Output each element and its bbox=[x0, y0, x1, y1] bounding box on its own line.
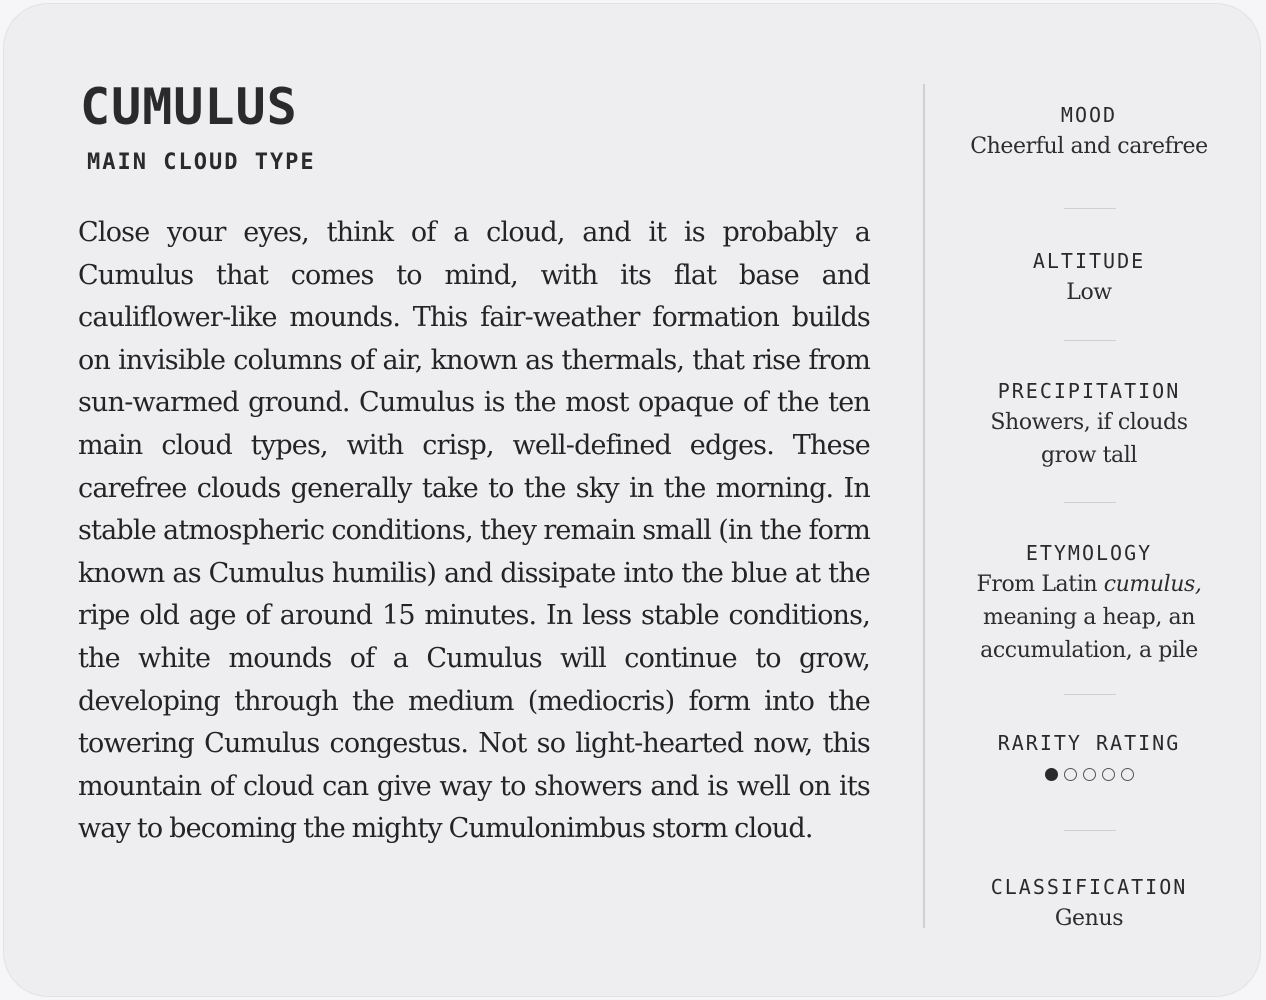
stat-label: ALTITUDE bbox=[1032, 249, 1146, 273]
stat-value: grow tall bbox=[1040, 443, 1138, 468]
stat-value: meaning a heap, an bbox=[982, 605, 1196, 630]
stat-value: accumulation, a pile bbox=[980, 638, 1198, 663]
stat-separator bbox=[1064, 208, 1116, 209]
stat-label: RARITY RATING bbox=[997, 731, 1181, 755]
rarity-rating bbox=[964, 768, 1214, 781]
stat-altitude bbox=[964, 246, 1214, 309]
stat-label: MOOD bbox=[1060, 103, 1118, 127]
etymology-term: cumulus, bbox=[1103, 572, 1202, 597]
stat-label: CLASSIFICATION bbox=[990, 875, 1188, 899]
card-subtitle: MAIN CLOUD TYPE bbox=[87, 150, 316, 175]
stat-value: Low bbox=[1066, 280, 1112, 305]
stat-value bbox=[964, 568, 1214, 601]
stat-rarity bbox=[964, 728, 1214, 781]
cloud-card bbox=[4, 4, 1260, 996]
stat-separator bbox=[1064, 502, 1116, 503]
stat-label: PRECIPITATION bbox=[997, 379, 1181, 403]
etymology-prefix: From Latin bbox=[976, 572, 1104, 597]
stat-classification bbox=[964, 872, 1214, 935]
rarity-dot-empty-icon bbox=[1083, 768, 1096, 781]
stat-separator bbox=[1064, 830, 1116, 831]
stat-value: Cheerful and carefree bbox=[970, 134, 1208, 159]
stat-label: ETYMOLOGY bbox=[1025, 541, 1153, 565]
rarity-dot-empty-icon bbox=[1121, 768, 1134, 781]
vertical-divider bbox=[923, 84, 925, 928]
stat-value: Genus bbox=[1054, 906, 1124, 931]
stat-mood bbox=[964, 100, 1214, 163]
rarity-dot-empty-icon bbox=[1102, 768, 1115, 781]
card-description: Close your eyes, think of a cloud, and it is probably a Cumulus that comes to mind, with its flat base and cauliflower-like mounds. This fair-weather formation builds on invisible columns of air, known as thermals, that rise from sun-warmed ground. Cumulus is the most opaque of the ten main cloud types, with crisp, well-defined edges. These carefree clouds generally take to the sky in the morning. In stable atmospheric conditions, they remain small (in the form known as Cumulus humilis) and dissipate into the blue at the ripe old age of around 15 minutes. In less stable conditions, the white mounds of a Cumulus will continue to grow, developing through the medium (mediocris) form into the towering Cumulus congestus. Not so light-hearted now, this mountain of cloud can give way to showers and is well on its way to becoming the mighty Cumulonimbus storm cloud. bbox=[78, 217, 870, 845]
stat-separator bbox=[1064, 340, 1116, 341]
stat-precipitation bbox=[964, 376, 1214, 472]
rarity-dot-filled-icon bbox=[1045, 768, 1058, 781]
stat-separator bbox=[1064, 694, 1116, 695]
rarity-dot-empty-icon bbox=[1064, 768, 1077, 781]
stat-value: Showers, if clouds bbox=[990, 410, 1188, 435]
card-title: CUMULUS bbox=[80, 78, 298, 136]
stat-etymology bbox=[964, 538, 1214, 667]
